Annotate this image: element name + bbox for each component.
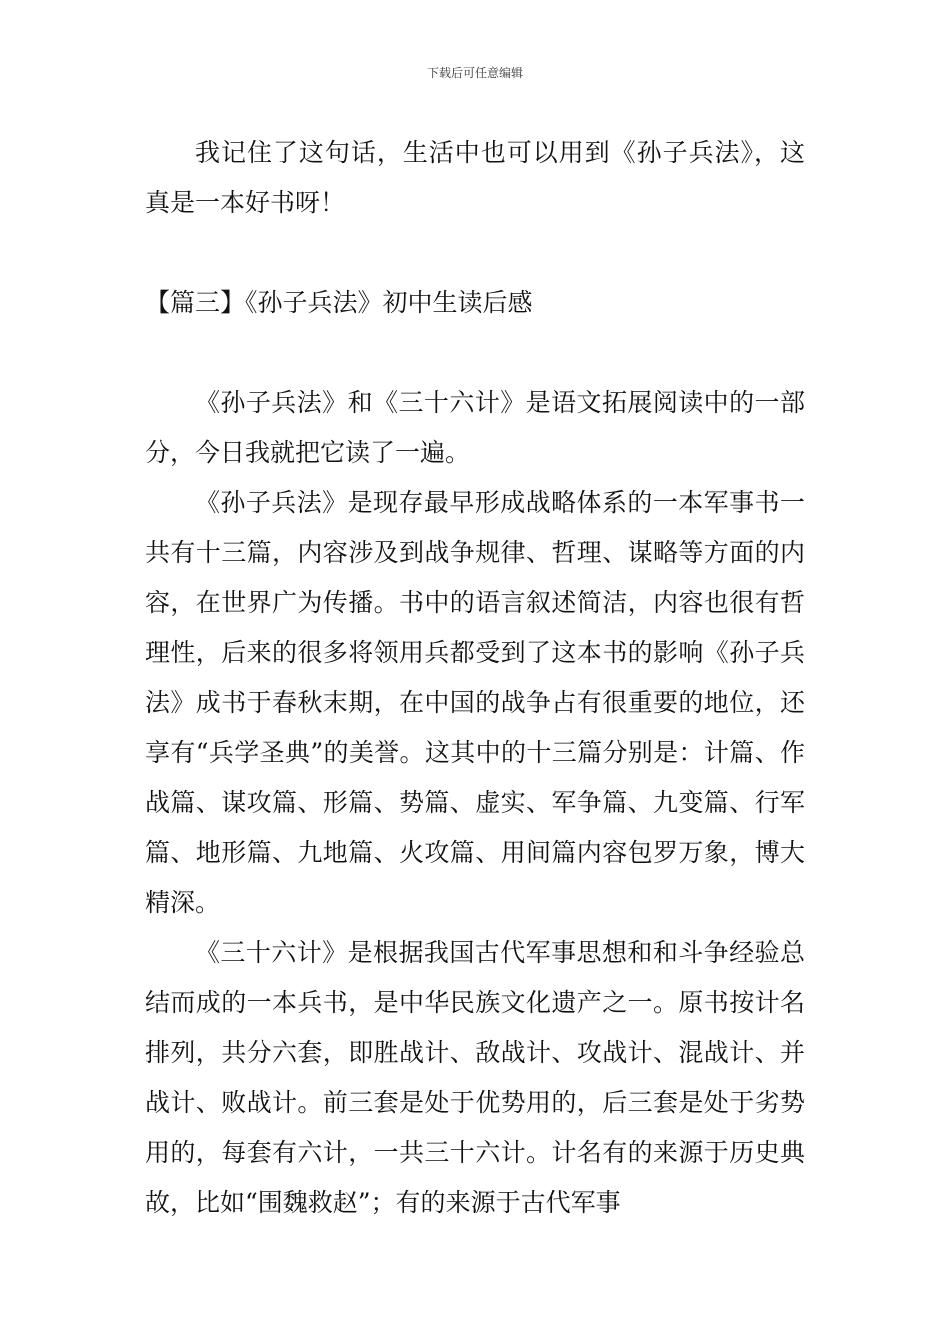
paragraph-intro: 《孙子兵法》和《三十六计》是语文拓展阅读中的一部分，今日我就把它读了一遍。 xyxy=(145,388,805,467)
paragraph-sunzi: 《孙子兵法》是现存最早形成战略体系的一本军事书一共有十三篇，内容涉及到战争规律、哲理、谋略等方面的内容，在世界广为传播。书中的语言叙述简洁，内容也很有哲理性，后来的很多将领用兵都受到了这本书的影响《孙子兵法》成书于春秋末期，在中国的战争占有很重要的地位，还享有“兵学圣典”的美誉。这其中的十三篇分别是：计篇、作战篇、谋攻篇、形篇、势篇、虚实、军争篇、九变篇、行军篇、地形篇、九地篇、火攻篇、用间篇内容包罗万象，博大精深。 xyxy=(145,488,805,917)
document-body xyxy=(145,128,805,1228)
spacer xyxy=(145,228,805,278)
spacer xyxy=(145,328,805,378)
page-header: 下载后可任意编辑 xyxy=(426,66,523,80)
paragraph-36-stratagems: 《三十六计》是根据我国古代军事思想和和斗争经验总结而成的一本兵书，是中华民族文化遗产之一。原书按计名排列，共分六套，即胜战计、敌战计、攻战计、混战计、并战计、败战计。前三套是处于优势用的，后三套是处于劣势用的，每套有六计，一共三十六计。计名有的来源于历史典故，比如“围魏救赵”；有的来源于古代军事 xyxy=(145,938,805,1217)
paragraph-conclusion: 我记住了这句话，生活中也可以用到《孙子兵法》，这真是一本好书呀！ xyxy=(145,138,805,217)
section-title: 【篇三】《孙子兵法》初中生读后感 xyxy=(145,288,533,317)
